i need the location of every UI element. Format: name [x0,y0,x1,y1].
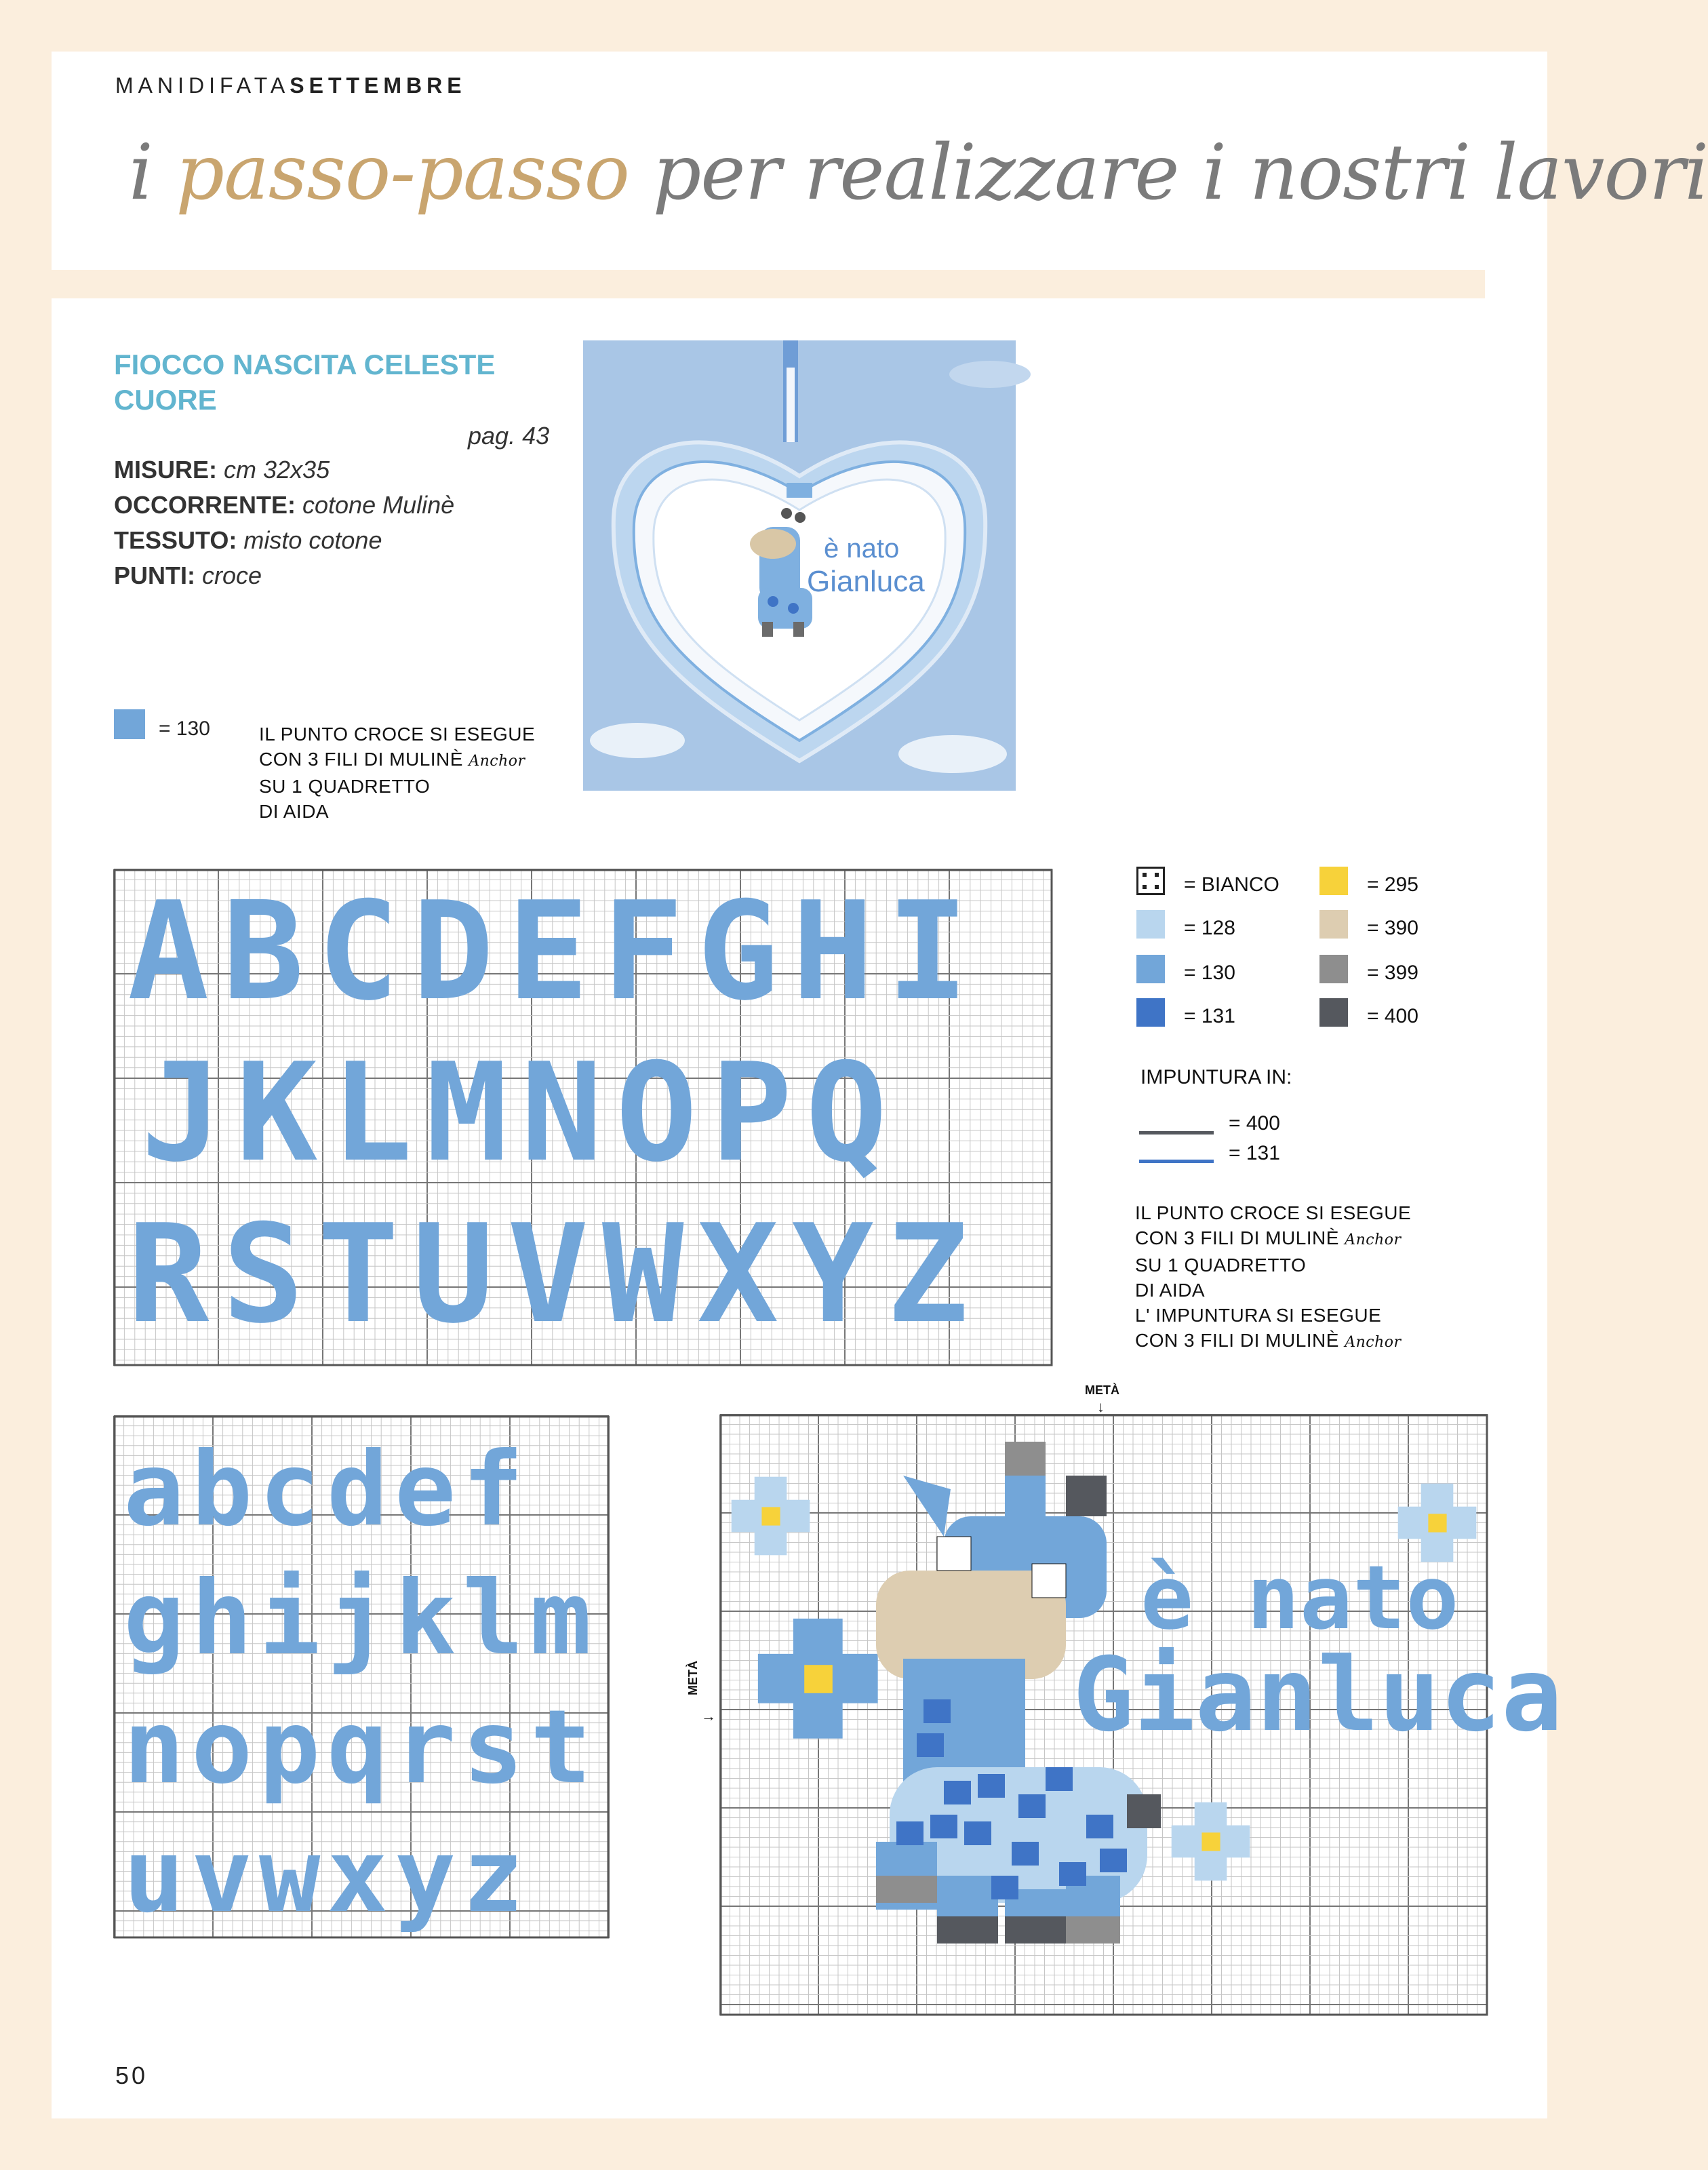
lowercase-alphabet-chart [114,1416,609,1938]
letter-b: b [191,1431,253,1549]
letter-t: t [530,1689,592,1807]
letter-a: a [123,1431,185,1549]
letter-z: z [462,1817,524,1935]
letter-B: B [222,873,304,1031]
letter-x: x [327,1817,389,1935]
backstitch-line-400 [1139,1131,1214,1135]
magazine-title: MANIDIFATASETTEMBRE [115,73,466,98]
center-mark-top: METÀ [1085,1383,1119,1397]
page-headline: i passo-passo per realizzare i nostri lavori [129,129,1708,217]
letter-A: A [127,873,210,1031]
letter-R: R [127,1196,210,1354]
letter-j: j [327,1560,389,1678]
letter-r: r [395,1689,456,1807]
page-reference: pag. 43 [468,422,550,450]
backstitch-label-400: = 400 [1229,1112,1280,1135]
center-mark-left: METÀ [686,1661,700,1695]
letter-S: S [222,1196,304,1354]
chart-text-line1: è nato [1140,1546,1459,1649]
letter-s: s [462,1689,524,1807]
header-divider-bar [52,270,1485,298]
uppercase-alphabet-chart [114,869,1052,1366]
product-photo [583,340,1016,791]
letter-f: f [462,1431,524,1549]
legend-label-4: = 295 [1367,873,1418,896]
letter-o: o [191,1689,253,1807]
letter-O: O [616,1034,698,1192]
letter-c: c [259,1431,321,1549]
center-arrow-right-icon: → [701,1708,716,1724]
instructions-block-1: IL PUNTO CROCE SI ESEGUE CON 3 FILI DI MULINÈ Anchor SU 1 QUADRETTO DI AIDA [259,724,536,822]
letter-J: J [141,1034,223,1192]
letter-y: y [395,1817,456,1935]
letter-C: C [317,873,399,1031]
legend-swatch-2 [1136,955,1165,983]
anchor-logo: Anchor [1345,1334,1402,1351]
letter-U: U [412,1196,494,1354]
letter-g: g [123,1560,185,1678]
letter-k: k [395,1560,456,1678]
legend-label-6: = 399 [1367,962,1418,984]
page-number: 50 [115,2062,148,2089]
letter-h: h [191,1560,253,1678]
giraffe-pattern-chart [720,1415,1563,2015]
legend-swatch-6 [1319,955,1348,983]
legend-label-7: = 400 [1367,1005,1418,1027]
letter-v: v [191,1817,253,1935]
letter-m: m [530,1560,592,1678]
alphabet-key-label: = 130 [159,717,210,740]
legend-swatch-5 [1319,910,1348,939]
spec-tessuto: TESSUTO: misto cotone [114,526,382,554]
legend-swatch-4 [1319,867,1348,895]
letter-p: p [259,1689,321,1807]
letter-X: X [697,1196,779,1354]
letter-l: l [462,1560,524,1678]
letter-T: T [317,1196,399,1354]
letter-n: n [123,1689,185,1807]
letter-F: F [602,873,684,1031]
letter-P: P [711,1034,793,1192]
letter-u: u [123,1817,185,1935]
letter-V: V [507,1196,589,1354]
backstitch-title: IMPUNTURA IN: [1140,1066,1292,1088]
letter-W: W [602,1196,684,1354]
letter-d: d [327,1431,389,1549]
color-swatch-130 [114,709,145,739]
letter-G: G [697,873,779,1031]
legend-swatch-1 [1136,910,1165,939]
spec-misure: MISURE: cm 32x35 [114,456,330,484]
legend-label-2: = 130 [1184,962,1235,984]
legend-label-5: = 390 [1367,917,1418,939]
letter-M: M [426,1034,508,1192]
letter-E: E [507,873,589,1031]
letter-q: q [327,1689,389,1807]
letter-K: K [236,1034,318,1192]
letter-Q: Q [806,1034,888,1192]
letter-L: L [331,1034,413,1192]
chart-text-line2: Gianluca [1073,1636,1563,1754]
letter-Z: Z [887,1196,969,1354]
svg-text:Gianluca: Gianluca [807,565,925,598]
center-arrow-down-icon: ↓ [1097,1398,1105,1415]
letter-N: N [521,1034,603,1192]
spec-occorrente: OCCORRENTE: cotone Mulinè [114,491,455,519]
letter-D: D [412,873,494,1031]
backstitch-line-131 [1139,1160,1214,1163]
letter-I: I [887,873,969,1031]
letter-e: e [395,1431,456,1549]
letter-Y: Y [792,1196,874,1354]
letter-i: i [259,1560,321,1678]
project-title: FIOCCO NASCITA CELESTE CUORE [114,349,496,416]
letter-H: H [792,873,874,1031]
instructions-block-2: IL PUNTO CROCE SI ESEGUE CON 3 FILI DI MULINÈ Anchor SU 1 QUADRETTO DI AIDA L' IMPUNTURA SI ESEGUE CON 3 FILI DI MULINÈ Anchor [1135,1202,1412,1351]
spec-punti: PUNTI: croce [114,561,262,589]
legend-label-3: = 131 [1184,1005,1235,1027]
legend-label-1: = 128 [1184,917,1235,939]
legend-swatch-3 [1136,998,1165,1027]
letter-w: w [259,1817,321,1935]
svg-text:è nato: è nato [824,534,900,564]
anchor-logo: Anchor [1345,1231,1402,1248]
legend-label-0: = BIANCO [1184,873,1279,896]
anchor-logo: Anchor [469,753,525,770]
legend-swatch-0 [1136,867,1165,895]
backstitch-label-131: = 131 [1229,1142,1280,1164]
legend-swatch-7 [1319,998,1348,1027]
